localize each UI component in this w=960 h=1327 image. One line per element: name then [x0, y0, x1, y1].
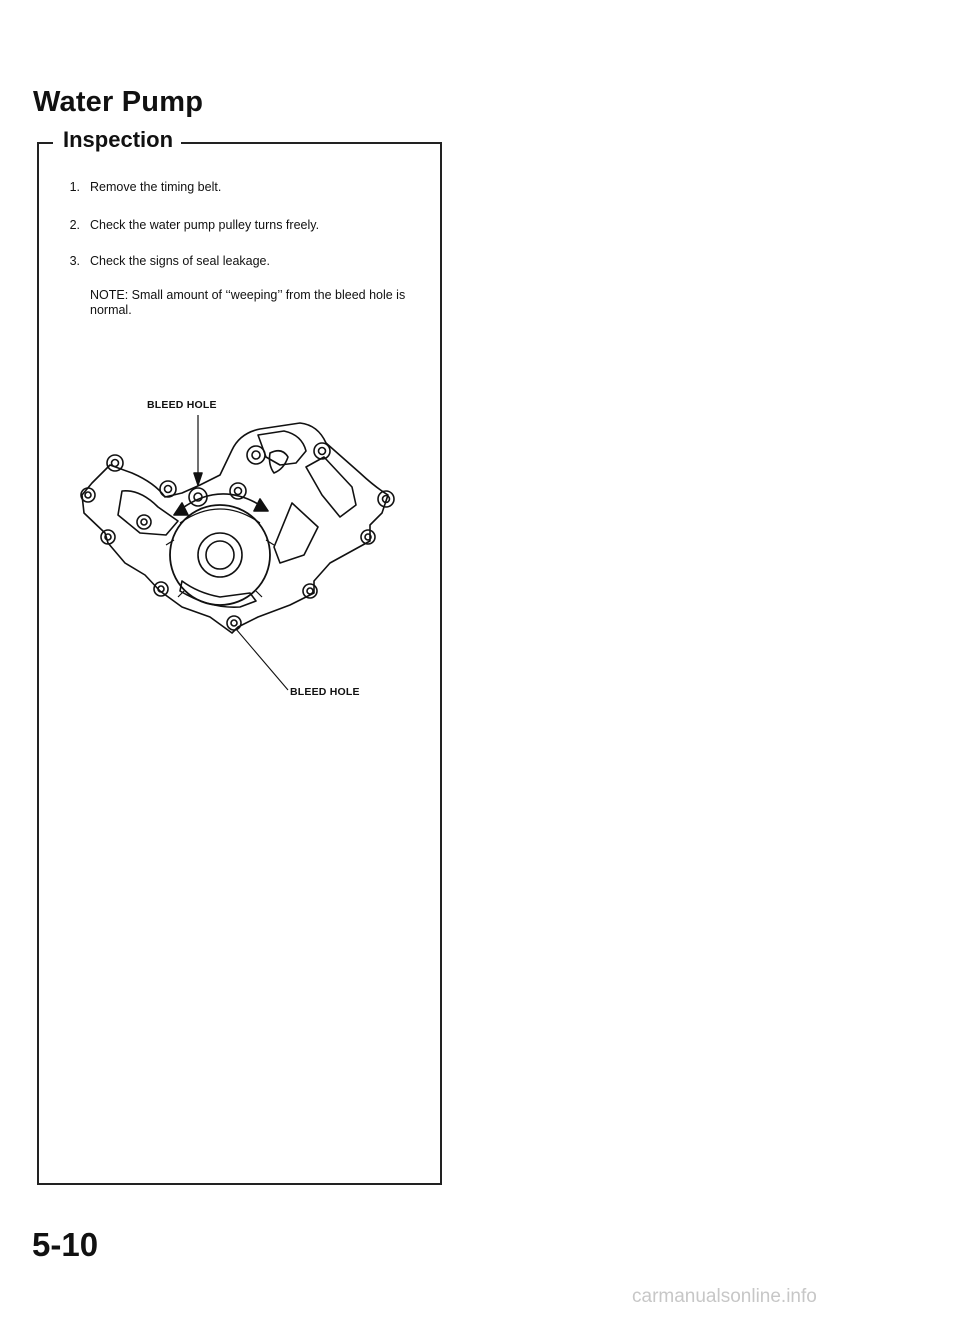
step-text: Check the signs of seal leakage.	[90, 254, 270, 268]
page-title: Water Pump	[33, 86, 204, 118]
step-number: 3.	[69, 254, 80, 268]
bleed-hole-callout-bottom: BLEED HOLE	[290, 686, 360, 698]
step-number: 1.	[69, 180, 80, 194]
water-pump-illustration	[70, 395, 410, 700]
site-watermark: carmanualsonline.info	[632, 1286, 817, 1307]
page-number: 5-10	[32, 1226, 99, 1263]
bleed-hole-callout-top: BLEED HOLE	[147, 399, 217, 411]
section-title: Inspection	[59, 127, 177, 153]
step-text: Check the water pump pulley turns freely.	[90, 218, 320, 232]
note: NOTE: Small amount of ‘‘weeping’’ from the bleed hole is normal.	[90, 288, 406, 317]
step-number: 2.	[69, 218, 80, 232]
step-text: Remove the timing belt.	[90, 180, 222, 194]
water-pump-diagram	[70, 395, 410, 700]
